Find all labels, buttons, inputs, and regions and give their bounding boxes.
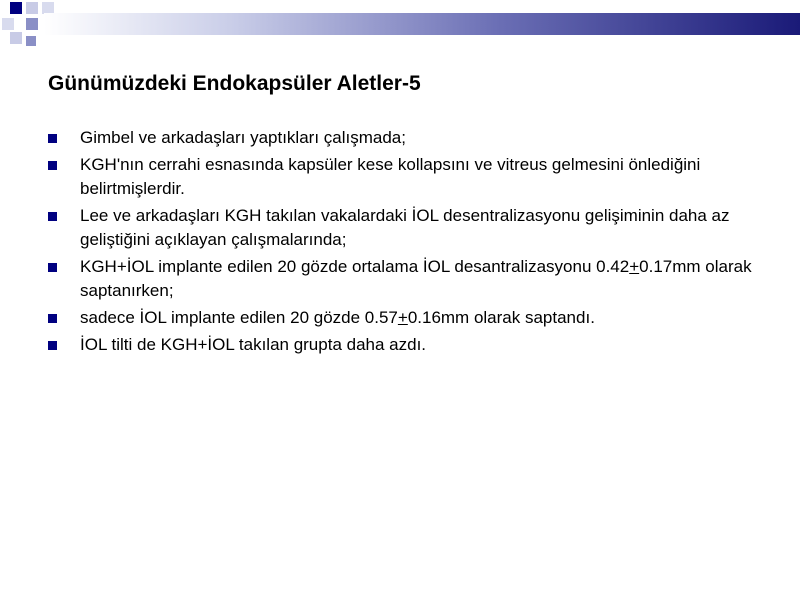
- header-gradient-bar: [44, 13, 800, 35]
- list-item: [48, 306, 768, 330]
- bullet-text-part: KGH+İOL implante edilen 20 gözde ortalama İOL desantralizasyonu 0.42: [80, 257, 630, 276]
- bullet-text: Lee ve arkadaşları KGH takılan vakalardaki İOL desentralizasyonu gelişiminin daha az geliştiğini açıklayan çalışmalarında;: [80, 206, 730, 249]
- plus-minus-sign: +: [629, 257, 640, 276]
- square-bullet-icon: [48, 263, 57, 272]
- bullet-text: İOL tilti de KGH+İOL takılan grupta daha azdı.: [80, 335, 427, 354]
- plus-minus-sign: +: [397, 308, 408, 327]
- bullet-text: [80, 308, 595, 327]
- deco-square: [10, 32, 22, 44]
- slide-title: Günümüzdeki Endokapsüler Aletler-5: [48, 72, 421, 95]
- bullet-text: KGH'nın cerrahi esnasında kapsüler kese kollapsını ve vitreus gelmesini önlediğini belirtmişlerdir.: [80, 155, 701, 198]
- bullet-text: Gimbel ve arkadaşları yaptıkları çalışmada;: [80, 128, 406, 147]
- square-bullet-icon: [48, 161, 57, 170]
- deco-square: [10, 2, 22, 14]
- deco-square: [26, 18, 38, 30]
- square-bullet-icon: [48, 314, 57, 323]
- bullet-text-part: 0.17mm olarak saptanırken;: [80, 257, 752, 300]
- square-bullet-icon: [48, 341, 57, 350]
- list-item: [48, 333, 768, 357]
- list-item: [48, 153, 768, 201]
- bullet-text-part: 0.16mm olarak saptandı.: [407, 308, 595, 327]
- deco-square: [26, 2, 38, 14]
- list-item: [48, 204, 768, 252]
- list-item: [48, 255, 768, 303]
- bullet-text-part: sadece İOL implante edilen 20 gözde 0.57: [80, 308, 398, 327]
- deco-square: [26, 36, 36, 46]
- list-item: [48, 126, 768, 150]
- square-bullet-icon: [48, 212, 57, 221]
- bullet-text: [80, 257, 752, 300]
- bullet-list: [48, 126, 768, 360]
- square-bullet-icon: [48, 134, 57, 143]
- deco-square: [2, 18, 14, 30]
